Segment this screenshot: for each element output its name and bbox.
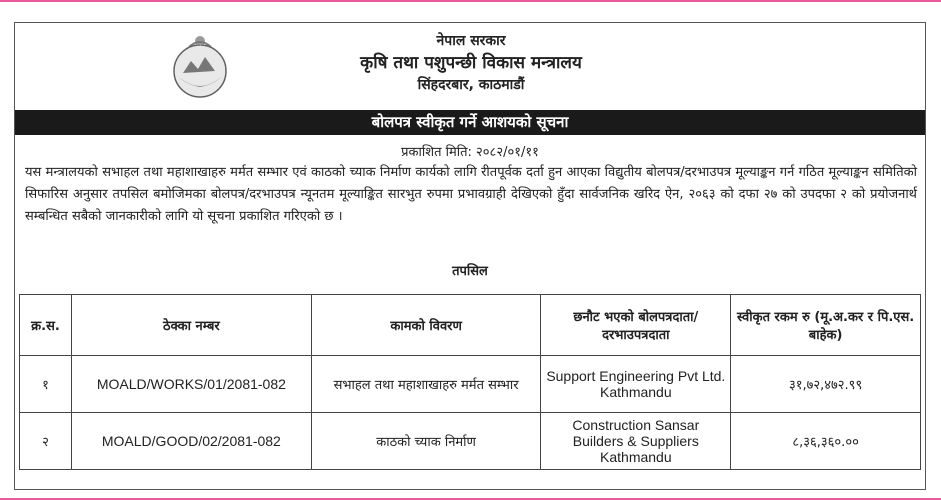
cell-work-description: सभाहल तथा महाशाखाहरु मर्मत सम्भार xyxy=(311,356,541,413)
cell-amount: ८,३६,३६०.०० xyxy=(731,413,921,470)
column-header-contract-no: ठेक्का नम्बर xyxy=(71,295,311,356)
cell-contract-no: MOALD/WORKS/01/2081-082 xyxy=(71,356,311,413)
publication-date: प्रकाशित मिति: २०८२/०१/११ xyxy=(401,145,539,160)
awards-table xyxy=(19,294,921,470)
ministry-address: सिंहदरबार, काठमाडौं xyxy=(417,77,525,93)
cell-contract-no: MOALD/GOOD/02/2081-082 xyxy=(71,413,311,470)
cell-bidder: Support Engineering Pvt Ltd. Kathmandu xyxy=(541,356,731,413)
government-title: नेपाल सरकार xyxy=(436,33,506,49)
table-header-row xyxy=(20,295,921,356)
notice-header xyxy=(15,31,927,95)
column-header-bidder: छनौट भएको बोलपत्रदाता/ दरभाउपत्रदाता xyxy=(541,295,731,356)
column-header-amount: स्वीकृत रकम रु (मू.अ.कर र पि.एस. बाहेक) xyxy=(731,295,921,356)
notice-document xyxy=(14,22,926,490)
notice-banner: बोलपत्र स्वीकृत गर्ने आशयको सूचना xyxy=(15,110,925,135)
notice-body: यस मन्त्रालयको सभाहल तथा महाशाखाहरु मर्मत सम्भार एवं काठको च्याक निर्माण कार्यको लागि रीतपूर्वक दर्ता हुन आएका विद्युतीय बोलपत्र/दरभाउपत्र मूल्याङ्कन गर्न गठित मूल्याङ्कन समितिको सिफारिस अनुसार तपसिल बमोजिमका बोलपत्र/दरभाउपत्र न्यूनतम मूल्याङ्कित सारभुत रुपमा प्रभावग्राही देखिएको हुँदा सार्वजनिक खरिद ऐन, २०६३ को दफा २७ को उपदफा २ को प्रयोजनार्थ सम्बन्धित सबैको जानकारीको लागि यो सूचना प्रकाशित गरिएको छ । xyxy=(25,165,917,224)
cell-sn: २ xyxy=(20,413,72,470)
cell-bidder: Construction Sansar Builders & Suppliers Kathmandu xyxy=(541,413,731,470)
ministry-title: कृषि तथा पशुपन्छी विकास मन्त्रालय xyxy=(360,53,582,73)
cell-work-description: काठको च्याक निर्माण xyxy=(311,413,541,470)
cell-sn: १ xyxy=(20,356,72,413)
column-header-work-description: कामको विवरण xyxy=(311,295,541,356)
cell-amount: ३१,७२,४७२.९९ xyxy=(731,356,921,413)
table-row xyxy=(20,413,921,470)
column-header-sn: क्र.स. xyxy=(20,295,72,356)
details-title: तपसिल xyxy=(452,264,488,279)
table-row xyxy=(20,356,921,413)
